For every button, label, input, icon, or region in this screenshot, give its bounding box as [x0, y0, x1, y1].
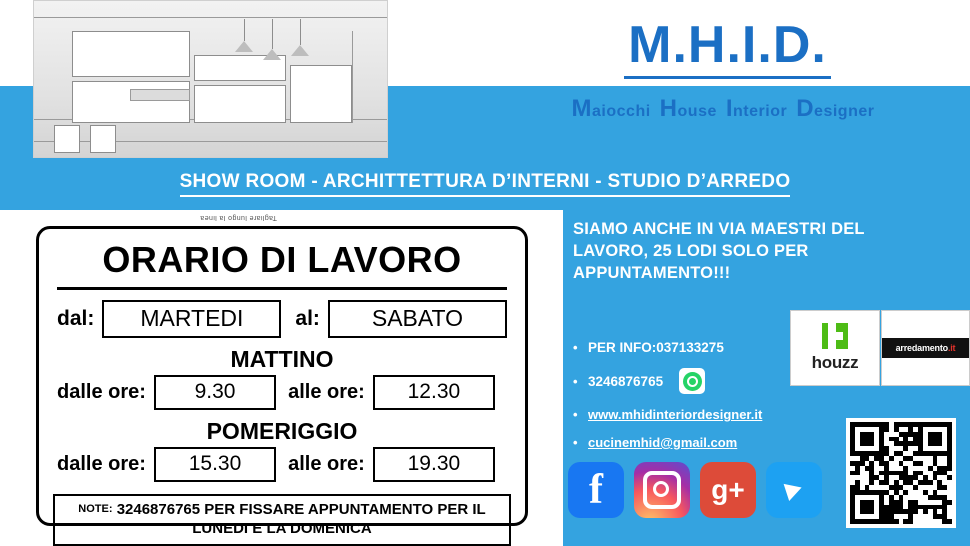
arredamento-accent: .it	[947, 343, 956, 353]
tagline-bar	[0, 158, 970, 210]
sign-cut-note: Tagliare lungo la linea	[200, 214, 277, 221]
whatsapp-icon[interactable]	[679, 368, 705, 394]
brand-logo	[500, 16, 955, 138]
logo-word-maiocchi: Maiocchi	[571, 95, 651, 122]
google-plus-icon[interactable]	[700, 462, 756, 518]
tagline-text: SHOW ROOM - ARCHITTETTURA D’INTERNI - STUDIO D’ARREDO	[180, 171, 791, 197]
bullet-icon: •	[573, 435, 578, 450]
facebook-icon[interactable]	[568, 462, 624, 518]
bullet-icon: •	[573, 407, 578, 422]
kitchen-showroom-photo	[33, 0, 388, 158]
afternoon-close-value: 19.30	[373, 447, 495, 482]
twitter-icon[interactable]	[766, 462, 822, 518]
qr-code-grid	[850, 422, 952, 524]
email-link[interactable]: cucinemhid@gmail.com	[588, 435, 738, 450]
contact-phone-info: PER INFO:037133275	[588, 340, 724, 355]
from-label: dal:	[57, 307, 95, 330]
afternoon-title: POMERIGGIO	[206, 418, 358, 444]
sign-note	[53, 494, 511, 546]
arredamento-bar	[882, 338, 969, 358]
website-link[interactable]: www.mhidinteriordesigner.it	[588, 407, 763, 422]
afternoon-close-label: alle ore:	[288, 453, 365, 475]
logo-word-house: House	[659, 95, 717, 122]
morning-close-value: 12.30	[373, 375, 495, 410]
afternoon-open-label: dalle ore:	[57, 453, 146, 475]
logo-main-text: M.H.I.D.	[624, 16, 831, 79]
houzz-label: houzz	[811, 353, 859, 372]
google-plus-glyph: g+	[711, 474, 745, 505]
header-band	[0, 0, 970, 158]
qr-code[interactable]	[846, 418, 956, 528]
to-day-value: SABATO	[328, 300, 507, 338]
from-day-value: MARTEDI	[102, 300, 281, 338]
working-hours-sign	[36, 226, 528, 537]
to-label: al:	[295, 307, 320, 330]
morning-row	[53, 375, 511, 410]
houzz-mark-icon	[822, 323, 848, 349]
address-heading: SIAMO ANCHE IN VIA MAESTRI DEL LAVORO, 25 LODI SOLO PER APPUNTAMENTO!!!	[573, 220, 865, 282]
bullet-icon: •	[573, 373, 578, 389]
morning-open-label: dalle ore:	[57, 381, 146, 403]
day-range-row	[53, 300, 511, 338]
note-tag: NOTE:	[78, 503, 113, 515]
morning-open-value: 9.30	[154, 375, 276, 410]
bullet-icon: •	[573, 340, 578, 355]
logo-word-designer: Designer	[796, 95, 875, 122]
afternoon-open-value: 15.30	[154, 447, 276, 482]
sign-title: ORARIO DI LAVORO	[57, 239, 507, 290]
logo-subtitle	[500, 95, 955, 123]
logo-word-interior: Interior	[725, 95, 788, 122]
morning-close-label: alle ore:	[288, 381, 365, 403]
afternoon-row	[53, 447, 511, 482]
note-text: 3246876765 PER FISSARE APPUNTAMENTO PER IL LUNEDI E LA DOMENICA	[116, 501, 486, 537]
social-icons	[568, 462, 822, 518]
arredamento-badge[interactable]	[881, 310, 970, 386]
arredamento-label: arredamento	[895, 343, 948, 353]
facebook-glyph: f	[589, 467, 603, 513]
morning-title: MATTINO	[230, 346, 334, 372]
contact-mobile: 3246876765	[588, 373, 664, 389]
instagram-icon[interactable]	[634, 462, 690, 518]
houzz-badge[interactable]	[790, 310, 880, 386]
